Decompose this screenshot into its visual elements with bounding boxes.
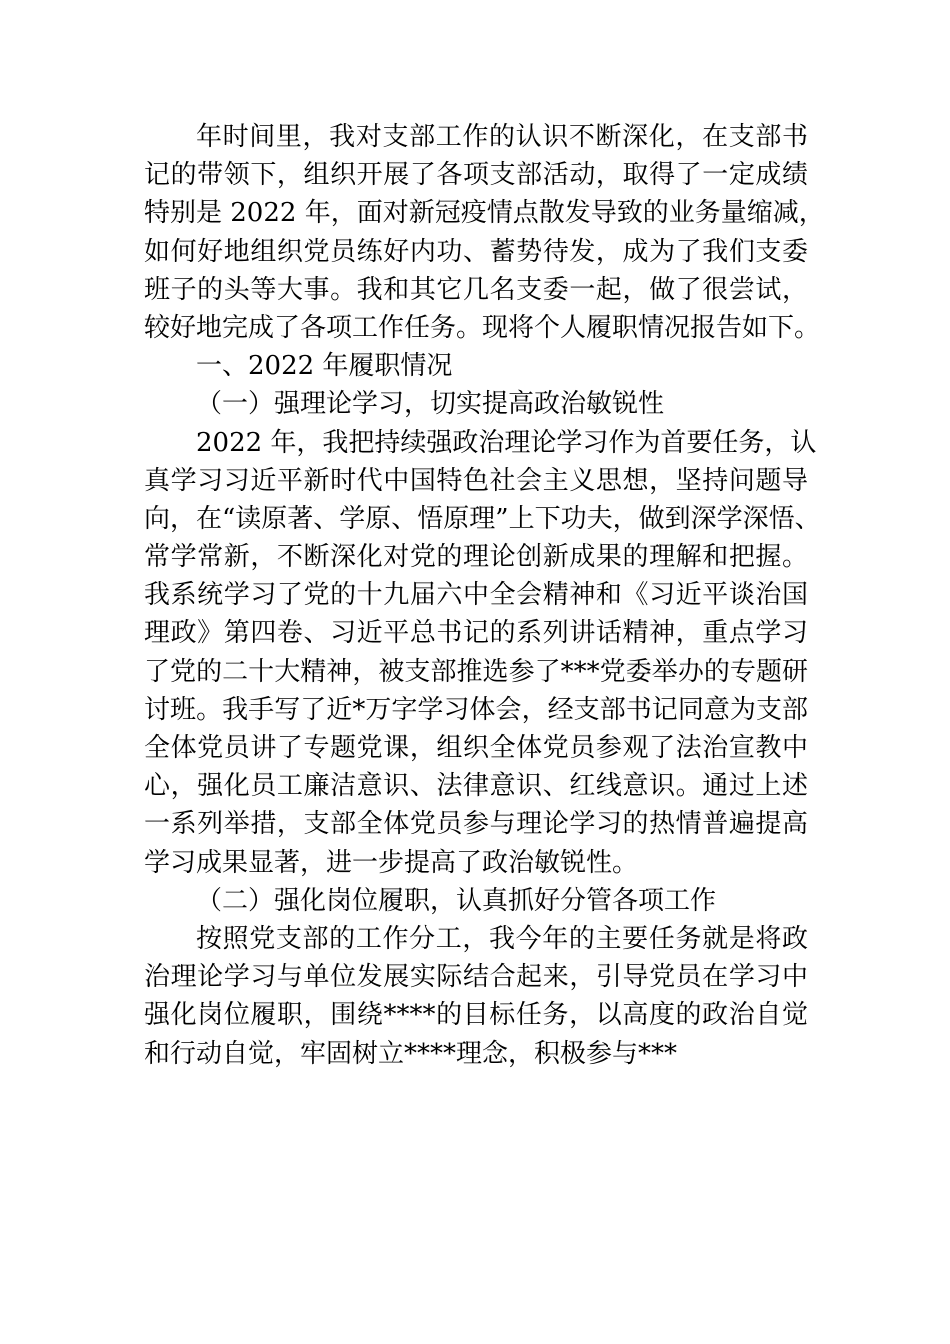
paragraph-line: 常学常新，不断深化对党的理论创新成果的理解和把握。 — [144, 542, 808, 573]
paragraph-line: 我系统学习了党的十九届六中全会精神和《习近平谈治国 — [144, 580, 808, 611]
paragraph-line: 真学习习近平新时代中国特色社会主义思想，坚持问题导 — [144, 465, 808, 496]
paragraph-line: 2022 年，我把持续强政治理论学习作为首要任务，认 — [196, 427, 817, 458]
paragraph-line: 记的带领下，组织开展了各项支部活动，取得了一定成绩 — [144, 160, 808, 191]
paragraph-line: 治理论学习与单位发展实际结合起来，引导党员在学习中 — [144, 962, 808, 993]
paragraph-line: 按照党支部的工作分工，我今年的主要任务就是将政 — [196, 923, 808, 954]
paragraph-line: 年时间里，我对支部工作的认识不断深化，在支部书 — [196, 122, 808, 152]
paragraph-line: 理政》第四卷、习近平总书记的系列讲话精神，重点学习 — [144, 618, 808, 649]
report-body-text — [144, 118, 825, 1073]
subsection-heading: （一）强理论学习，切实提高政治敏锐性 — [196, 389, 665, 420]
paragraph-line: 和行动自觉，牢固树立****理念，积极参与*** — [144, 1038, 678, 1069]
paragraph-line: 特别是 2022 年，面对新冠疫情点散发导致的业务量缩减， — [144, 198, 825, 229]
paragraph-line: 强化岗位履职，围绕****的目标任务，以高度的政治自觉 — [144, 1000, 808, 1031]
paragraph-line: 一系列举措，支部全体党员参与理论学习的热情普遍提高 — [144, 809, 808, 840]
paragraph-line: 如何好地组织党员练好内功、蓄势待发，成为了我们支委 — [144, 236, 808, 267]
paragraph-line: 较好地完成了各项工作任务。现将个人履职情况报告如下。 — [144, 312, 821, 343]
paragraph-line: 班子的头等大事。我和其它几名支委一起，做了很尝试， — [144, 274, 808, 305]
subsection-heading: （二）强化岗位履职，认真抓好分管各项工作 — [196, 885, 717, 916]
paragraph-line: 学习成果显著，进一步提高了政治敏锐性。 — [144, 847, 639, 878]
paragraph-line: 心，强化员工廉洁意识、法律意识、红线意识。通过上述 — [144, 771, 808, 802]
paragraph-line: 讨班。我手写了近*万字学习体会，经支部书记同意为支部 — [144, 694, 808, 725]
section-heading: 一、2022 年履职情况 — [196, 351, 453, 382]
paragraph-line: 向，在“读原著、学原、悟原理”上下功夫，做到深学深悟、 — [144, 503, 821, 534]
paragraph-line: 了党的二十大精神，被支部推选参了***党委举办的专题研 — [144, 656, 808, 687]
paragraph-line: 全体党员讲了专题党课，组织全体党员参观了法治宣教中 — [144, 733, 808, 763]
